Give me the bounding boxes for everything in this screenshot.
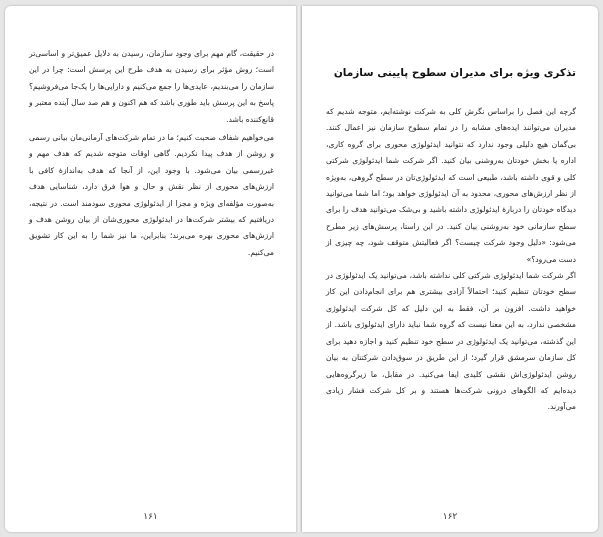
left-page-number: ۱۶۱ bbox=[143, 512, 158, 522]
left-paragraph-1: در حقیقت، گام مهم برای وجود سازمان، رسیدن به دلایل عمیق‌تر و اساسی‌تر است؛ روش مؤثر برای رسیدن به هدف طرح این پرسش است: چرا در این سازمان را می‌بندیم، عایدی‌ها را جمع می‌کنیم و دارایی‌ها را یک‌جا می‌فروشیم؟ پاسخ به این پرسش باید طوری باشد که هم اکنون و هم صد سال آینده معتبر و قانع‌کننده باشد. bbox=[29, 49, 274, 124]
right-paragraph-1: گرچه این فصل را براساس نگرش کلی به شرکت نوشته‌ایم، متوجه شدیم که مدیران می‌توانند ایده‌های مشابه را در تمام سطوح سازمان نیز اعمال کنند. بی‌گمان هیچ دلیلی وجود ندارد که نتوانید ایدئولوژی محوری برای گروه کاری، اداره یا بخش خودتان به‌روشنی بیان کنید. اگر شرکت شما ایدئولوژی شرکتی کلی و قوی داشته باشد، طبیعی است که ایدئولوژی‌تان در سطح گروهی، به‌ویژه از نظر ارزش‌های محوری، محدود به آن ایدئولوژی خواهد بود؛ اما شما می‌توانید دیدگاه خودتان را دربارهٔ ایدئولوژی داشته باشید و بی‌شک می‌توانید هدف را برای سطح سازمانی خود به‌روشنی بیان کنید. در این راستا، پرسش‌های زیر مطرح می‌شود: «دلیل وجود شرکت چیست؟ اگر فعالیتش متوقف شود، چه چیزی از دست می‌رود؟» bbox=[326, 107, 576, 264]
right-paragraph-2: اگر شرکت شما ایدئولوژی شرکتی کلی نداشته باشد، می‌توانید یک ایدئولوژی در سطح خودتان تنظیم کنید؛ احتمالاً آزادی بیشتری هم برای انجام‌دادن این کار خواهید داشت. افزون بر آن، فقط به این دلیل که کل شرکت ایدئولوژی مشخصی ندارد، به این معنا نیست که گروه شما نباید دارای ایدئولوژی باشد. از این گذشته، می‌توانید یک ایدئولوژی در سطح خود تنظیم کنید و اجازه دهید برای کل سازمان سرمشق قرار گیرد؛ از این طریق در سوق‌دادن شرکتتان به بیان روشن ایدئولوژی‌اش نقشی کلیدی ایفا می‌کنید. در مقابل، ما زیرگروه‌هایی دیده‌ایم که الگوهای درونی شرکت‌ها هستند و بر کل شرکت فشار زیادی می‌آورند. bbox=[326, 271, 576, 412]
section-heading: تذکری ویژه برای مدیران سطوح پایینی سازمان bbox=[333, 67, 576, 79]
left-page bbox=[5, 6, 296, 532]
right-page-number: ۱۶۲ bbox=[442, 512, 458, 522]
left-paragraph-2: می‌خواهیم شفاف صحبت کنیم؛ ما در تمام شرکت‌های آرمانی‌مان بیانی رسمی و روشن از هدف پیدا نکردیم. گاهی اوقات متوجه شدیم که هدف مهم و غیررسمی بیان می‌شود. با وجود این، از آنجا که هدف به‌اندازهٔ کافی با ارزش‌های محوری از نظر نقش و حال و هوا فرق دارد، شناسایی هدف به‌صورت مؤلفه‌ای ویژه و مجزا از ایدئولوژی محوری سودمند است. در نتیجه، دریافتیم که بیشتر شرکت‌ها در ایدئولوژی محوری‌شان از بیان روشن هدف و ارزش‌های محوری بهره می‌برند؛ بنابراین، ما نیز شما را به این کار تشویق می‌کنیم. bbox=[29, 133, 274, 257]
right-page bbox=[302, 6, 598, 532]
